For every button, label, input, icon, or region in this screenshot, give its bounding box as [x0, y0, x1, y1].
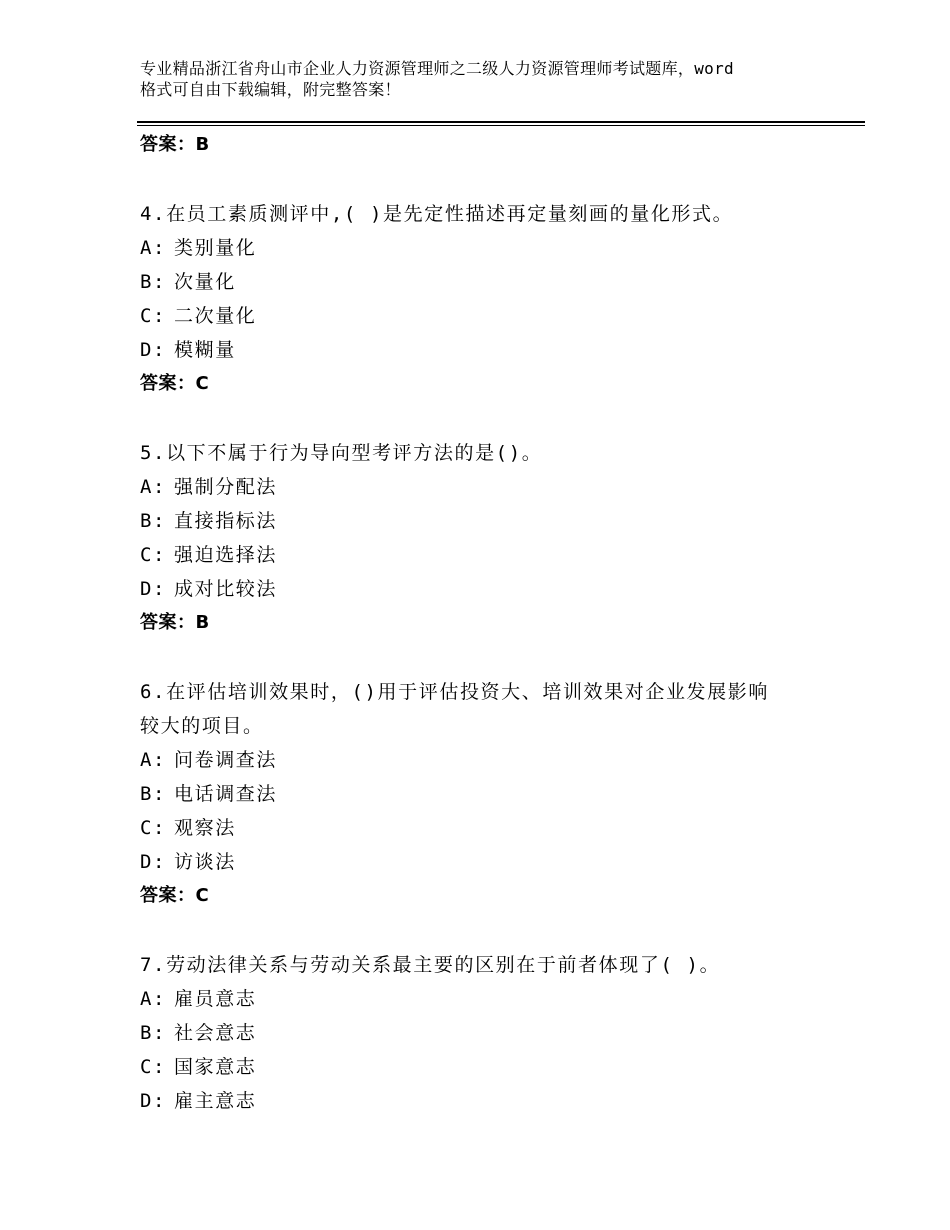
question-list [140, 128, 840, 1118]
option-text: 雇主意志 [174, 1090, 257, 1112]
answer-label: 答案：B [140, 612, 210, 633]
option-a [140, 470, 840, 504]
option-text: 次量化 [174, 271, 236, 293]
option-c [140, 1050, 840, 1084]
previous-answer: 答案：B [140, 134, 210, 155]
option-text: 雇员意志 [174, 988, 257, 1010]
option-d [140, 845, 840, 879]
question-7 [140, 948, 840, 1118]
option-text: 类别量化 [174, 237, 257, 259]
option-text: 问卷调查法 [174, 749, 278, 771]
option-letter: A: [140, 749, 167, 771]
option-text: 访谈法 [174, 851, 236, 873]
option-letter: B: [140, 271, 167, 293]
option-letter: C: [140, 817, 167, 839]
option-d [140, 572, 840, 606]
question-text: 5.以下不属于行为导向型考评方法的是()。 [140, 442, 543, 464]
question-text: 6.在评估培训效果时，()用于评估投资大、培训效果对企业发展影响 [140, 681, 769, 703]
option-d [140, 333, 840, 367]
option-letter: C: [140, 305, 167, 327]
option-letter: B: [140, 783, 167, 805]
option-text: 强迫选择法 [174, 544, 278, 566]
option-text: 直接指标法 [174, 510, 278, 532]
answer-label: 答案：C [140, 885, 210, 906]
question-text: 7.劳动法律关系与劳动关系最主要的区别在于前者体现了( )。 [140, 954, 721, 976]
document-header [140, 58, 840, 100]
option-text: 社会意志 [174, 1022, 257, 1044]
option-text: 观察法 [174, 817, 236, 839]
option-text: 二次量化 [174, 305, 257, 327]
option-b [140, 504, 840, 538]
option-letter: A: [140, 476, 167, 498]
option-text: 模糊量 [174, 339, 236, 361]
option-letter: C: [140, 1056, 167, 1078]
answer-label: 答案：C [140, 373, 210, 394]
option-b [140, 265, 840, 299]
option-b [140, 1016, 840, 1050]
header-line-2: 格式可自由下载编辑，附完整答案！ [140, 80, 401, 99]
header-divider-thick [137, 121, 865, 123]
option-a [140, 982, 840, 1016]
option-a [140, 743, 840, 777]
question-6 [140, 675, 840, 913]
option-c [140, 811, 840, 845]
option-text: 电话调查法 [174, 783, 278, 805]
option-text: 成对比较法 [174, 578, 278, 600]
option-letter: D: [140, 578, 167, 600]
header-line-1: 专业精品浙江省舟山市企业人力资源管理师之二级人力资源管理师考试题库，word [140, 59, 734, 78]
option-b [140, 777, 840, 811]
question-text: 4.在员工素质测评中,( )是先定性描述再定量刻画的量化形式。 [140, 203, 734, 225]
option-text: 国家意志 [174, 1056, 257, 1078]
question-5 [140, 436, 840, 640]
option-letter: A: [140, 988, 167, 1010]
option-letter: C: [140, 544, 167, 566]
option-letter: A: [140, 237, 167, 259]
option-letter: D: [140, 1090, 167, 1112]
question-text-continued: 较大的项目。 [140, 715, 264, 737]
option-letter: D: [140, 851, 167, 873]
option-letter: B: [140, 510, 167, 532]
option-c [140, 538, 840, 572]
option-letter: B: [140, 1022, 167, 1044]
option-text: 强制分配法 [174, 476, 278, 498]
option-letter: D: [140, 339, 167, 361]
option-c [140, 299, 840, 333]
header-divider-thin [137, 125, 865, 126]
option-d [140, 1084, 840, 1118]
question-4 [140, 197, 840, 401]
option-a [140, 231, 840, 265]
